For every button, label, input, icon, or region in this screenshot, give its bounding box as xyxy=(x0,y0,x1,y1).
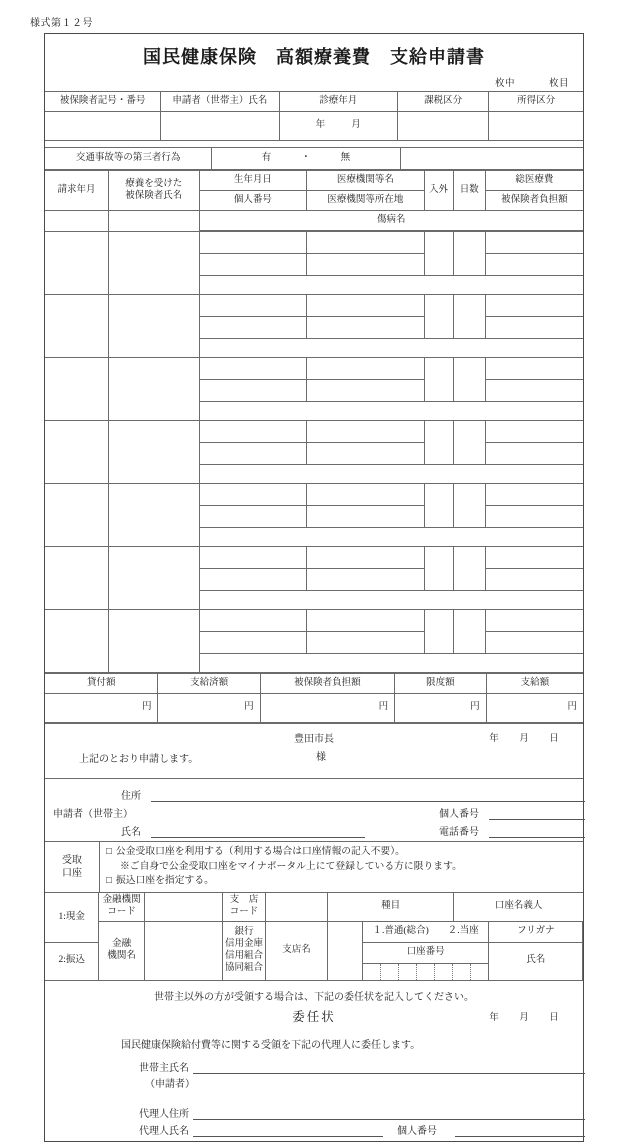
receipt-label-line2: 口座 xyxy=(62,867,82,881)
field-insured-name[interactable] xyxy=(109,484,199,547)
field-institution-address[interactable] xyxy=(307,380,424,402)
field-institution-address[interactable] xyxy=(307,443,424,465)
account-furigana-label: フリガナ xyxy=(489,921,583,942)
field-institution-address[interactable] xyxy=(307,569,424,591)
account-digit[interactable] xyxy=(363,964,381,980)
field-insured-burden[interactable] xyxy=(485,506,583,528)
table-row xyxy=(45,547,583,569)
apply-day-label: 日 xyxy=(539,730,569,744)
apply-month-label: 月 xyxy=(509,730,539,744)
col-insured-name-line1: 療養を受けた xyxy=(110,179,197,191)
receipt-option1-label: 公金受取口座を利用する（利用する場合は口座情報の記入不要）。 xyxy=(116,846,405,857)
bank-branch-name-label: 支店名 xyxy=(266,921,328,980)
apply-statement: 上記のとおり申請します。 xyxy=(79,750,198,765)
field-branch-code[interactable] xyxy=(266,893,328,922)
receipt-account-label xyxy=(45,842,100,892)
proxy-note: 世帯主以外の方が受領する場合は、下記の委任状を記入してください。 xyxy=(45,981,583,1007)
field-claim-ym[interactable] xyxy=(45,547,109,610)
receipt-option-public-account[interactable] xyxy=(106,845,583,860)
field-insured-name[interactable] xyxy=(109,547,199,610)
receipt-option1-note: ※ご自身で公金受取口座をマイナポータル上にて登録している方に限ります。 xyxy=(106,860,583,875)
branch-code-line1: 支 店 xyxy=(224,895,264,907)
power-of-attorney-header xyxy=(45,1007,583,1029)
inst-code-line1: 金融機関 xyxy=(100,895,143,907)
table-row xyxy=(45,232,583,254)
field-institution-name[interactable] xyxy=(307,358,424,380)
traffic-accident-label: 交通事故等の第三者行為 xyxy=(45,148,212,170)
field-days[interactable] xyxy=(453,484,485,528)
power-of-attorney-statement: 国民健康保険給付費等に関する受領を下記の代理人に委任します。 xyxy=(45,1029,583,1051)
applicant-name-input[interactable] xyxy=(151,836,365,838)
col-tax-class: 課税区分 xyxy=(397,92,488,112)
treatment-year-label: 年 xyxy=(316,120,326,130)
checkbox-icon[interactable]: □ xyxy=(106,875,112,886)
field-days[interactable] xyxy=(453,232,485,276)
col-institution-name: 医療機関等名 xyxy=(307,171,424,191)
receipt-label-line1: 受取 xyxy=(62,854,82,868)
field-insured-burden[interactable] xyxy=(485,380,583,402)
table-row xyxy=(45,148,583,170)
col-insured-name-line2: 被保険者氏名 xyxy=(110,191,197,203)
agent-address-input[interactable] xyxy=(193,1118,585,1120)
page-title: 国民健康保険 高額療養費 支給申請書 xyxy=(45,43,583,69)
field-insured-burden[interactable] xyxy=(485,254,583,276)
col-insured-name xyxy=(109,171,199,211)
inst-name-line2: 機関名 xyxy=(100,951,143,963)
table-row xyxy=(45,211,583,231)
account-digit[interactable] xyxy=(453,964,471,980)
table-row xyxy=(45,893,583,922)
table-row xyxy=(45,610,583,632)
receipt-option2-label: 振込口座を指定する。 xyxy=(116,875,214,886)
field-institution-address[interactable] xyxy=(307,632,424,654)
field-in-out[interactable] xyxy=(424,610,453,654)
field-days[interactable] xyxy=(453,421,485,465)
field-insured-name[interactable] xyxy=(109,610,199,673)
col-institution-address: 医療機関等所在地 xyxy=(307,191,424,211)
account-holder-name-label: 氏名 xyxy=(489,942,583,980)
field-insured-burden[interactable] xyxy=(485,569,583,591)
field-institution-address[interactable] xyxy=(307,317,424,339)
field-limit-amount[interactable]: 円 xyxy=(395,694,486,723)
field-in-out[interactable] xyxy=(424,421,453,465)
header-table xyxy=(45,91,583,141)
col-claim-ym: 請求年月 xyxy=(45,171,109,211)
bank-kind-2[interactable]: 信用組合 xyxy=(224,951,264,963)
col-payment-amount: 支給額 xyxy=(486,674,583,694)
field-insured-name[interactable] xyxy=(109,232,199,295)
checkbox-icon[interactable]: □ xyxy=(106,846,112,857)
field-birth-date[interactable] xyxy=(199,421,307,443)
table-row xyxy=(45,694,583,723)
applicant-paren-label: （申請者） xyxy=(145,1075,195,1090)
applicant-mynumber-label: 個人番号 xyxy=(439,805,479,820)
col-limit-amount: 限度額 xyxy=(395,674,486,694)
field-institution-name[interactable] xyxy=(307,484,424,506)
receipt-account-options xyxy=(100,842,583,892)
applicant-block xyxy=(45,778,583,841)
account-digit[interactable] xyxy=(435,964,453,980)
amount-table xyxy=(45,673,583,723)
field-insured-name[interactable] xyxy=(109,358,199,421)
col-paid-amount: 支給済額 xyxy=(158,674,260,694)
field-total-cost[interactable] xyxy=(485,421,583,443)
field-my-number[interactable] xyxy=(199,317,307,339)
field-institution-name[interactable] xyxy=(307,421,424,443)
agent-name-input[interactable] xyxy=(193,1135,383,1137)
agent-address-label: 代理人住所 xyxy=(139,1105,189,1120)
col-days: 日数 xyxy=(453,171,485,211)
claim-rows xyxy=(45,232,583,673)
field-days[interactable] xyxy=(453,547,485,591)
field-institution-code[interactable] xyxy=(145,893,223,922)
inst-name-line1: 金融 xyxy=(100,939,143,951)
form-number: 様式第１２号 xyxy=(30,14,93,29)
field-insured-name[interactable] xyxy=(109,295,199,358)
applicant-mynumber-input[interactable] xyxy=(489,818,585,820)
field-my-number[interactable] xyxy=(199,506,307,528)
traffic-accident-no[interactable]: 無 xyxy=(341,153,351,163)
field-institution-name[interactable] xyxy=(307,232,424,254)
field-insured-burden-amount[interactable]: 円 xyxy=(260,694,395,723)
bank-kind-1[interactable]: 信用金庫 xyxy=(224,939,264,951)
field-claim-ym[interactable] xyxy=(45,421,109,484)
field-in-out[interactable] xyxy=(424,358,453,402)
field-institution-name[interactable] xyxy=(145,921,223,980)
receipt-account-block xyxy=(45,841,583,892)
field-in-out[interactable] xyxy=(424,295,453,339)
field-claim-ym[interactable] xyxy=(45,295,109,358)
field-tax-class[interactable] xyxy=(397,112,488,141)
power-of-attorney-title: 委任状 xyxy=(45,1007,583,1025)
traffic-accident-blank[interactable] xyxy=(400,148,583,170)
field-birth-date[interactable] xyxy=(199,610,307,632)
agent-mynumber-input[interactable] xyxy=(455,1135,585,1137)
bank-institution-code-label xyxy=(99,893,145,922)
field-insured-burden[interactable] xyxy=(485,632,583,654)
table-row xyxy=(45,171,583,191)
bank-kind-0[interactable]: 銀行 xyxy=(224,927,264,939)
applicant-label: 申請者（世帯主） xyxy=(53,805,133,820)
bank-kind-3[interactable]: 協同組合 xyxy=(224,963,264,975)
treatment-month-label: 月 xyxy=(351,120,361,130)
sheet-count-nth: 枚目 xyxy=(549,79,569,89)
field-institution-name[interactable] xyxy=(307,547,424,569)
col-insured-id: 被保険者記号・番号 xyxy=(45,92,161,112)
field-birth-date[interactable] xyxy=(199,295,307,317)
power-of-attorney-fields xyxy=(45,1051,583,1141)
account-digit[interactable] xyxy=(381,964,399,980)
applicant-phone-input[interactable] xyxy=(489,836,585,838)
table-row xyxy=(45,358,583,380)
bank-branch-code-label xyxy=(223,893,266,922)
field-branch-name[interactable] xyxy=(327,921,362,980)
field-my-number[interactable] xyxy=(199,569,307,591)
sama-label: 様 xyxy=(59,748,583,763)
field-insured-id[interactable] xyxy=(45,112,161,141)
field-days[interactable] xyxy=(453,358,485,402)
agent-mynumber-label: 個人番号 xyxy=(397,1122,437,1137)
field-institution-name[interactable] xyxy=(307,610,424,632)
mayor-label: 豊田市長 xyxy=(294,734,334,745)
field-institution-address[interactable] xyxy=(307,506,424,528)
field-insured-burden[interactable] xyxy=(485,443,583,465)
form-frame xyxy=(44,33,584,1142)
householder-name-input[interactable] xyxy=(193,1072,585,1074)
poa-year-label: 年 xyxy=(479,1009,509,1023)
field-total-cost[interactable] xyxy=(485,295,583,317)
col-loan-amount: 貸付額 xyxy=(45,674,158,694)
account-number-header: 口座番号 xyxy=(362,942,488,963)
bank-account-table xyxy=(45,892,583,981)
traffic-accident-choice[interactable] xyxy=(212,148,400,170)
table-row xyxy=(45,112,583,141)
field-institution-name[interactable] xyxy=(307,295,424,317)
col-insured-burden-amount: 被保険者負担額 xyxy=(260,674,395,694)
field-claim-ym[interactable] xyxy=(45,232,109,295)
title-band xyxy=(45,34,583,72)
table-row xyxy=(45,484,583,506)
agent-name-label: 代理人氏名 xyxy=(139,1122,189,1137)
applicant-name-label: 氏名 xyxy=(121,823,141,838)
field-disease-name[interactable] xyxy=(199,465,583,484)
field-in-out[interactable] xyxy=(424,484,453,528)
sheet-count xyxy=(45,72,583,91)
poa-month-label: 月 xyxy=(509,1009,539,1023)
table-row xyxy=(45,295,583,317)
field-disease-name[interactable] xyxy=(199,528,583,547)
householder-name-label: 世帯主氏名 xyxy=(139,1059,189,1074)
poa-day-label: 日 xyxy=(539,1009,569,1023)
col-disease-name: 傷病名 xyxy=(199,211,583,231)
col-in-out: 入外 xyxy=(424,171,453,211)
applicant-address-label: 住所 xyxy=(121,787,141,802)
field-institution-address[interactable] xyxy=(307,254,424,276)
field-total-cost[interactable] xyxy=(485,547,583,569)
account-digit[interactable] xyxy=(417,964,435,980)
field-total-cost[interactable] xyxy=(485,232,583,254)
col-treatment-ym: 診療年月 xyxy=(279,92,397,112)
account-type-options[interactable]: １.普通(総合) ２.当座 xyxy=(362,921,488,942)
field-disease-name[interactable] xyxy=(199,339,583,358)
account-holder-header: 口座名義人 xyxy=(454,893,583,922)
field-total-cost[interactable] xyxy=(485,484,583,506)
field-total-cost[interactable] xyxy=(485,358,583,380)
applicant-address-input[interactable] xyxy=(151,800,585,802)
apply-block xyxy=(45,723,583,778)
col-income-class: 所得区分 xyxy=(489,92,583,112)
applicant-phone-label: 電話番号 xyxy=(439,823,479,838)
col-insured-burden: 被保険者負担額 xyxy=(485,191,583,211)
table-row xyxy=(45,92,583,112)
account-digit[interactable] xyxy=(471,964,488,980)
table-row xyxy=(45,674,583,694)
apply-date[interactable] xyxy=(479,730,569,744)
col-total-cost: 総医療費 xyxy=(485,171,583,191)
field-birth-date[interactable] xyxy=(199,484,307,506)
field-total-cost[interactable] xyxy=(485,610,583,632)
table-row xyxy=(45,421,583,443)
field-disease-name[interactable] xyxy=(199,591,583,610)
apply-year-label: 年 xyxy=(479,730,509,744)
traffic-accident-yes[interactable]: 有 xyxy=(262,153,272,163)
field-paid-amount[interactable]: 円 xyxy=(158,694,260,723)
branch-code-line2: コード xyxy=(224,907,264,919)
inst-code-line2: コード xyxy=(100,907,143,919)
field-insured-burden[interactable] xyxy=(485,317,583,339)
traffic-accident-table xyxy=(45,147,583,170)
field-disease-name[interactable] xyxy=(199,402,583,421)
table-row xyxy=(45,921,583,942)
field-treatment-ym[interactable] xyxy=(279,112,397,141)
field-in-out[interactable] xyxy=(424,232,453,276)
receipt-option-specify-account[interactable] xyxy=(106,874,583,889)
account-digit[interactable] xyxy=(399,964,417,980)
claim-table-body xyxy=(45,231,583,673)
account-number-digits xyxy=(363,964,488,980)
field-birth-date[interactable] xyxy=(199,547,307,569)
field-birth-date[interactable] xyxy=(199,232,307,254)
field-claim-ym[interactable] xyxy=(45,358,109,421)
col-applicant-name: 申請者（世帯主）氏名 xyxy=(161,92,279,112)
field-applicant-name[interactable] xyxy=(161,112,279,141)
field-birth-date[interactable] xyxy=(199,358,307,380)
field-disease-name[interactable] xyxy=(199,654,583,673)
account-type-header: 種目 xyxy=(327,893,453,922)
col-birth-date: 生年月日 xyxy=(199,171,307,191)
field-days[interactable] xyxy=(453,295,485,339)
bank-kind-options[interactable] xyxy=(223,921,266,980)
bank-cash-label[interactable]: 1:現金 xyxy=(45,893,99,943)
power-of-attorney-date[interactable] xyxy=(479,1009,569,1023)
field-my-number[interactable] xyxy=(199,443,307,465)
field-claim-ym[interactable] xyxy=(45,484,109,547)
traffic-accident-sep: ・ xyxy=(301,153,311,163)
bank-transfer-label[interactable]: 2:振込 xyxy=(45,942,99,980)
field-payment-amount[interactable]: 円 xyxy=(486,694,583,723)
field-account-number[interactable] xyxy=(362,963,488,980)
field-my-number[interactable] xyxy=(199,632,307,654)
field-claim-ym[interactable] xyxy=(45,610,109,673)
claim-table-header xyxy=(45,170,583,231)
field-disease-name[interactable] xyxy=(199,276,583,295)
sheet-count-of: 枚中 xyxy=(495,79,515,89)
field-days[interactable] xyxy=(453,610,485,654)
field-in-out[interactable] xyxy=(424,547,453,591)
field-my-number[interactable] xyxy=(199,254,307,276)
field-my-number[interactable] xyxy=(199,380,307,402)
col-my-number: 個人番号 xyxy=(199,191,307,211)
field-loan-amount[interactable]: 円 xyxy=(45,694,158,723)
bank-institution-name-label xyxy=(99,921,145,980)
field-income-class[interactable] xyxy=(489,112,583,141)
field-insured-name[interactable] xyxy=(109,421,199,484)
